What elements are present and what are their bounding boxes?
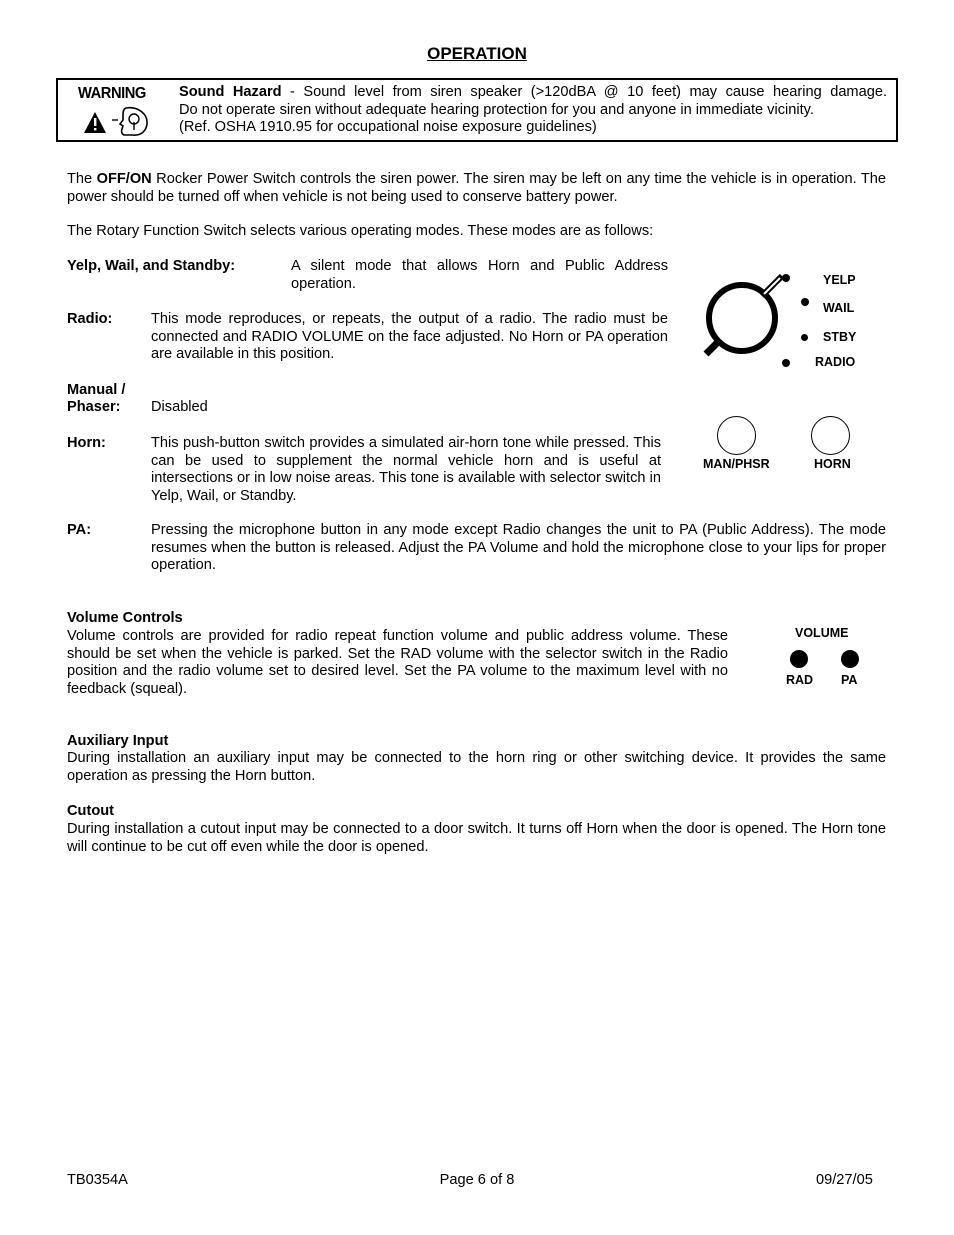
volume-diagram-title: VOLUME	[795, 626, 849, 640]
man-phsr-button-icon	[717, 416, 756, 455]
position-dot-wail	[801, 298, 809, 306]
page-title: OPERATION	[427, 44, 527, 63]
warning-heading: Sound Hazard	[179, 84, 282, 100]
position-dot-yelp	[782, 274, 790, 282]
volume-label-pa: PA	[841, 673, 858, 687]
mode-text-radio: This mode reproduces, or repeats, the output of a radio. The radio must be connected and RADIO VOLUME on the face adjusted. No Horn or PA operation are available in this position.	[151, 311, 668, 362]
mode-text-yelp: A silent mode that allows Horn and Public Address operation.	[291, 258, 668, 292]
warning-line2: Do not operate siren without adequate hearing protection for you and anyone in immediate vicinity.	[179, 101, 814, 118]
mode-text-pa: Pressing the microphone button in any mode except Radio changes the unit to PA (Public Address). The mode resumes when the button is released. Adjust the PA Volume and hold the microphone close to your lips for proper operation.	[151, 522, 886, 573]
rad-volume-knob-icon	[790, 650, 808, 668]
aux-text: During installation an auxiliary input may be connected to the horn ring or other switching device. It provides the same operation as pressing the Horn button.	[67, 750, 886, 784]
volume-heading: Volume Controls	[67, 610, 183, 626]
mode-text-horn: This push-button switch provides a simulated air-horn tone while pressed. This can be used to supplement the normal vehicle horn and is useful at intersections or in low noise areas. This tone is available with selector switch in Yelp, Wail, or Standby.	[151, 435, 661, 504]
mode-label-manual: Manual /	[67, 382, 126, 398]
cutout-text: During installation a cutout input may be connected to a door switch. It turns off Horn when the door is opened. The Horn tone will continue to be cut off even while the door is opened.	[67, 821, 886, 855]
knob-label-radio: RADIO	[815, 355, 856, 369]
rotary-switch-knob-icon	[700, 272, 800, 368]
knob-label-yelp: YELP	[823, 273, 856, 287]
footer-page-number: Page 6 of 8	[439, 1172, 515, 1188]
intro-paragraph-1	[67, 171, 886, 206]
warning-label: WARNING	[78, 85, 146, 102]
warning-line3: (Ref. OSHA 1910.95 for occupational noise exposure guidelines)	[179, 119, 597, 135]
mode-label-phaser: Phaser:	[67, 399, 121, 415]
volume-label-rad: RAD	[786, 673, 814, 687]
mode-label-radio: Radio:	[67, 311, 113, 327]
hearing-hazard-icon	[82, 104, 152, 138]
volume-text: Volume controls are provided for radio repeat function volume and public address volume. These should be set when the vehicle is parked. Set the RAD volume with the selector switch in the Radio position and the radio volume set to desired level. Set the PA volume to the maximum level with no feedback (squeal).	[67, 628, 728, 697]
off-on-label: OFF/ON	[96, 171, 152, 187]
mode-label-yelp: Yelp, Wail, and Standby:	[67, 258, 236, 274]
mode-label-horn: Horn:	[67, 435, 106, 451]
pa-volume-knob-icon	[841, 650, 859, 668]
position-dot-radio	[782, 359, 790, 367]
button-label-man-phsr: MAN/PHSR	[703, 457, 770, 471]
intro-prefix: The	[67, 171, 97, 187]
knob-label-wail: WAIL	[823, 301, 855, 315]
footer-doc-number: TB0354A	[67, 1172, 128, 1188]
knob-label-stby: STBY	[823, 330, 857, 344]
aux-heading: Auxiliary Input	[67, 733, 169, 749]
cutout-heading: Cutout	[67, 803, 115, 819]
mode-text-manual: Disabled	[151, 399, 208, 415]
intro-rest: Rocker Power Switch controls the siren power. The siren may be left on any time the vehicle is in operation. The power should be turned off when vehicle is not being used to conserve battery power.	[67, 171, 887, 205]
footer-date: 09/27/05	[816, 1172, 873, 1188]
warning-line1: - Sound level from siren speaker (>120dBA @ 10 feet) may cause hearing damage.	[281, 84, 887, 100]
horn-button-icon	[811, 416, 850, 455]
warning-box	[56, 78, 898, 142]
mode-label-pa: PA:	[67, 522, 92, 538]
intro-paragraph-2: The Rotary Function Switch selects various operating modes. These modes are as follows:	[67, 223, 654, 239]
warning-text	[179, 84, 887, 137]
button-label-horn: HORN	[814, 457, 851, 471]
position-dot-stby	[801, 334, 808, 341]
